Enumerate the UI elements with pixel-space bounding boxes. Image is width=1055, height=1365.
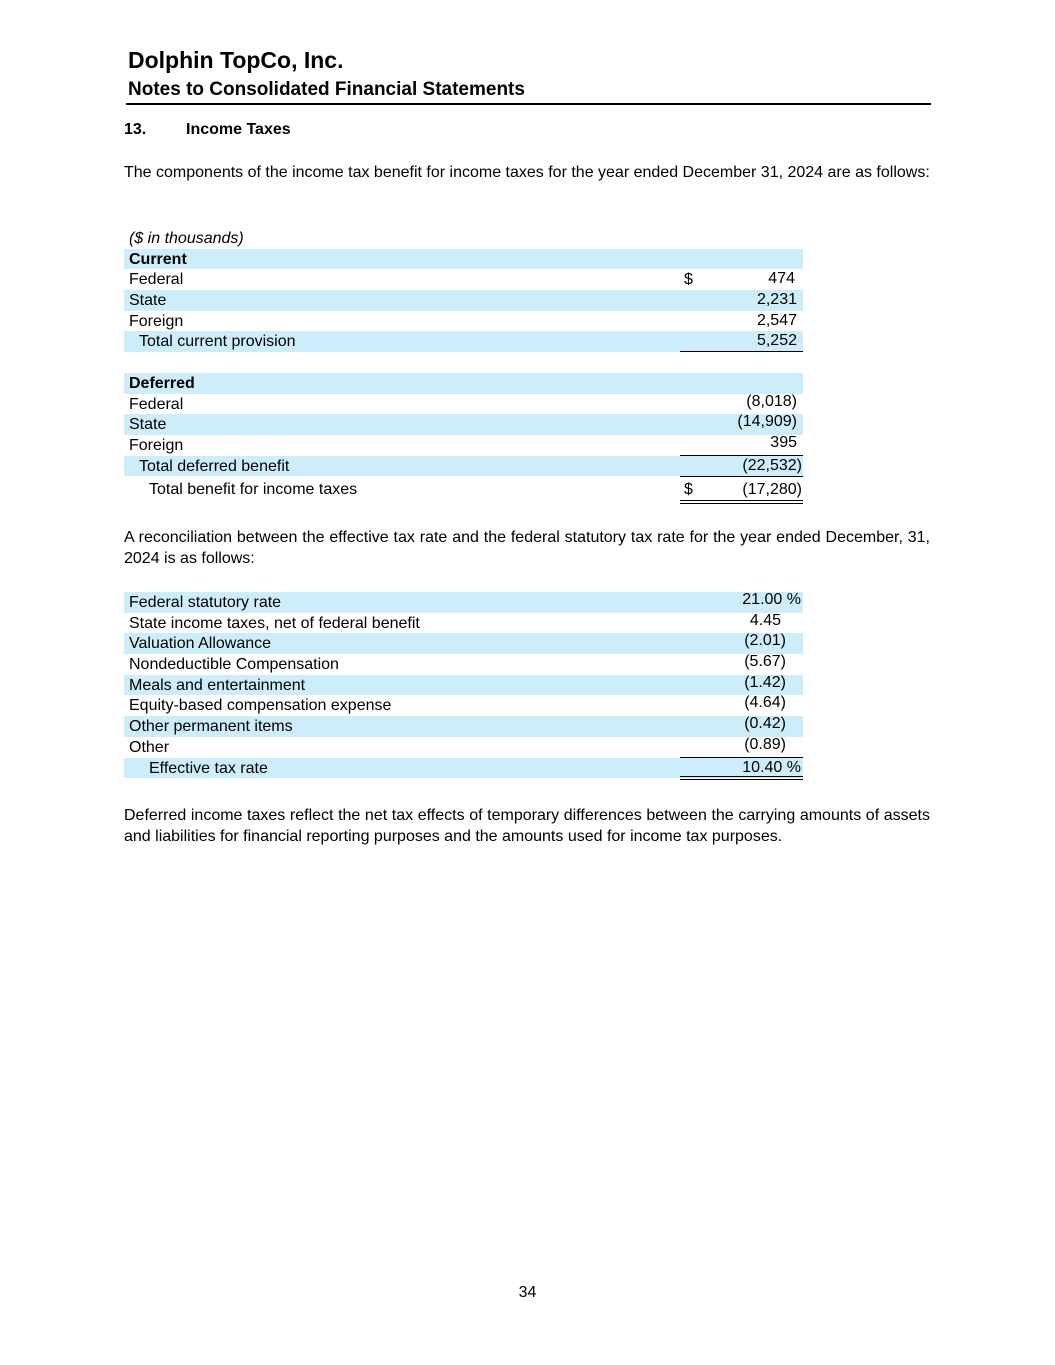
current-header: Current xyxy=(129,250,187,268)
row-value: (4.64) xyxy=(744,694,786,712)
row-value: (0.42) xyxy=(744,715,786,733)
units-label: ($ in thousands) xyxy=(129,230,244,247)
row-value: 395 xyxy=(770,433,797,451)
table-row xyxy=(124,675,803,696)
grand-total-double-underline xyxy=(680,500,803,504)
currency-symbol: $ xyxy=(684,481,693,499)
table-row xyxy=(124,414,803,435)
table-row xyxy=(124,290,803,311)
reconciliation-paragraph: A reconciliation between the effective tax rate and the federal statutory tax rate for the year ended December, 31, 2024 is as follows: xyxy=(124,529,930,567)
current-header-row xyxy=(124,249,803,270)
total-value: 5,252 xyxy=(756,332,797,350)
grand-total-row xyxy=(124,476,803,500)
row-label: Other xyxy=(129,738,170,756)
table-row xyxy=(124,394,803,415)
row-value: 474 xyxy=(768,270,795,288)
row-value: 21.00 % xyxy=(742,591,801,608)
row-label: State income taxes, net of federal benefit xyxy=(129,614,420,632)
table-row xyxy=(124,654,803,675)
grand-total-label: Total benefit for income taxes xyxy=(149,481,358,499)
table-row xyxy=(124,311,803,332)
total-value: (22,532) xyxy=(742,456,802,474)
row-value: 2,231 xyxy=(756,291,797,309)
current-total-row xyxy=(124,331,803,352)
currency-symbol: $ xyxy=(684,271,693,289)
header-rule xyxy=(126,103,931,105)
deferred-total-row xyxy=(124,456,803,477)
row-value: (8,018) xyxy=(746,392,797,410)
table-row xyxy=(124,737,803,758)
row-label: Equity-based compensation expense xyxy=(129,697,392,715)
row-value: (2.01) xyxy=(744,632,786,650)
table-row xyxy=(124,633,803,654)
row-label: State xyxy=(129,292,167,310)
total-label: Total current provision xyxy=(139,333,296,351)
row-value: (0.89) xyxy=(744,735,786,753)
deferred-header: Deferred xyxy=(129,374,195,392)
effective-rate-label: Effective tax rate xyxy=(149,759,268,777)
rate-reconciliation-table xyxy=(124,592,803,778)
row-label: Foreign xyxy=(129,436,184,454)
effective-rate-row xyxy=(124,758,803,779)
document-subtitle: Notes to Consolidated Financial Statements xyxy=(128,79,525,100)
row-label: Federal xyxy=(129,395,184,413)
deferred-taxes-paragraph: Deferred income taxes reflect the net tax effects of temporary differences between the carrying amounts of assets and liabilities for financial reporting purposes and the amounts used for income tax purposes. xyxy=(124,807,930,845)
effective-rate-value: 10.40 % xyxy=(742,758,801,776)
row-value: (14,909) xyxy=(737,413,797,431)
row-label: Meals and entertainment xyxy=(129,676,306,694)
row-label: Federal statutory rate xyxy=(129,594,282,611)
section-title: Income Taxes xyxy=(186,121,291,138)
row-value: 4.45 xyxy=(749,611,781,629)
intro-paragraph: The components of the income tax benefit for income taxes for the year ended December 31, 2024 are as follows: xyxy=(124,164,930,181)
table-row xyxy=(124,435,803,456)
total-label: Total deferred benefit xyxy=(139,457,290,475)
row-label: Federal xyxy=(129,271,184,289)
row-label: Valuation Allowance xyxy=(129,635,272,653)
row-value: (5.67) xyxy=(744,653,786,671)
table-row xyxy=(124,269,803,290)
row-label: State xyxy=(129,416,167,434)
row-label: Foreign xyxy=(129,312,184,330)
deferred-header-row xyxy=(124,373,803,394)
table-row xyxy=(124,716,803,737)
company-name: Dolphin TopCo, Inc. xyxy=(128,47,344,73)
table-row xyxy=(124,592,803,613)
spacer-row xyxy=(124,352,803,373)
section-number: 13. xyxy=(124,121,147,138)
grand-total-value: (17,280) xyxy=(742,481,802,499)
row-label: Other permanent items xyxy=(129,718,293,736)
income-tax-components-table xyxy=(124,228,803,500)
units-row xyxy=(124,228,803,249)
row-value: 2,547 xyxy=(756,311,797,329)
table-row xyxy=(124,695,803,716)
row-value: (1.42) xyxy=(744,673,786,691)
table-row xyxy=(124,613,803,634)
page-number: 34 xyxy=(518,1284,537,1301)
effective-rate-double-underline xyxy=(680,776,803,780)
row-label: Nondeductible Compensation xyxy=(129,656,339,674)
